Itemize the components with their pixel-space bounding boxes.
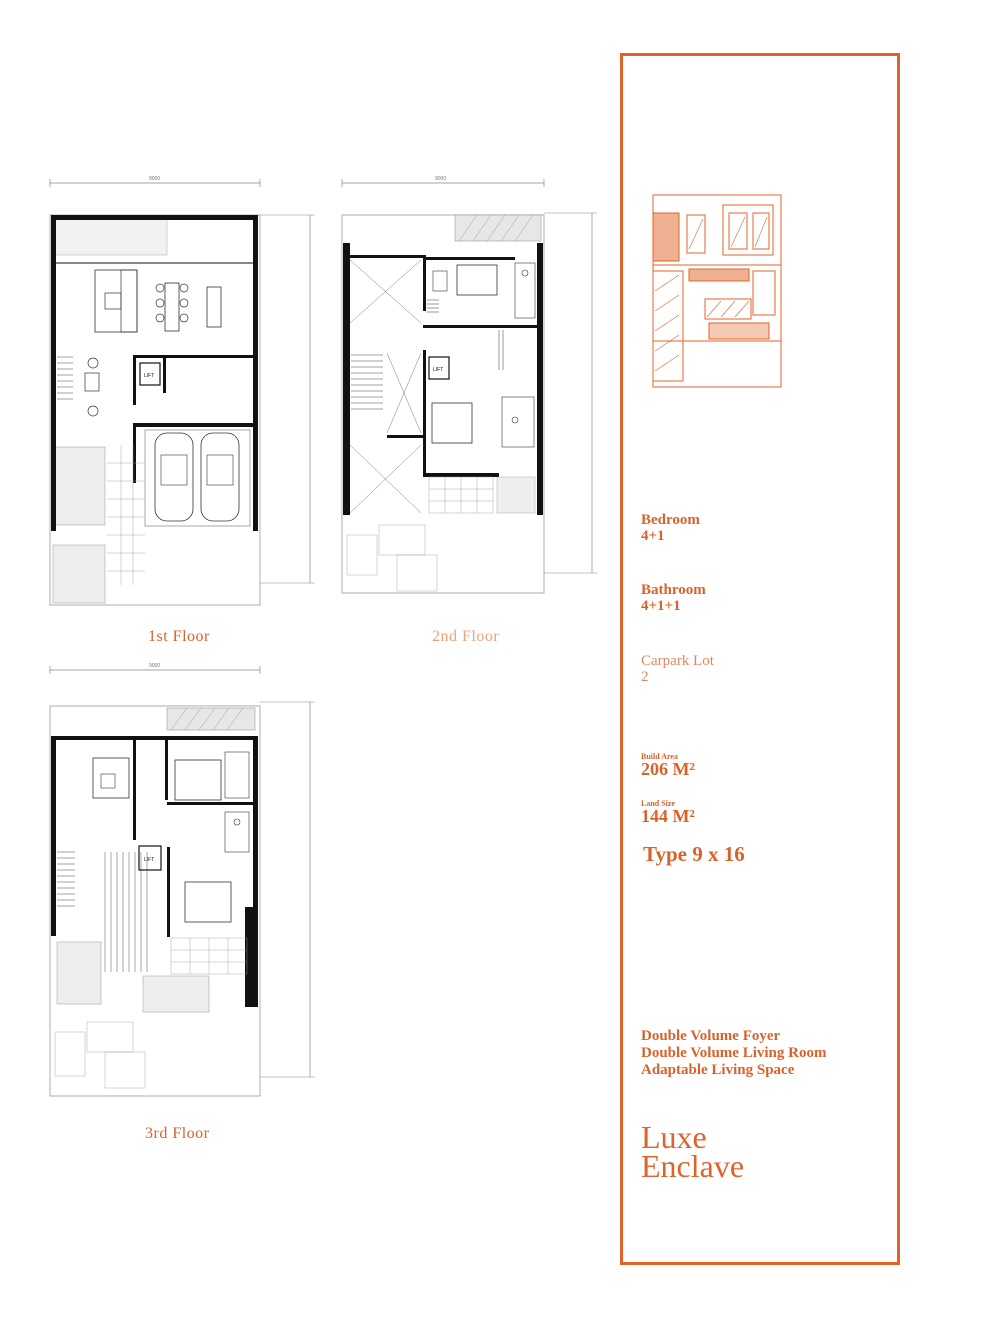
brand-line-2: Enclave bbox=[641, 1148, 745, 1184]
brand-line-1: Luxe bbox=[641, 1119, 707, 1155]
info-panel bbox=[620, 53, 900, 1265]
floor-label-1st: 1st Floor bbox=[148, 628, 210, 645]
floor-plan-2nd bbox=[337, 175, 607, 600]
lift-label: LIFT bbox=[144, 373, 155, 379]
lift-label: LIFT bbox=[433, 367, 444, 373]
land-size-value: 144 M² bbox=[641, 806, 695, 826]
feature-list bbox=[641, 1028, 826, 1079]
build-area-value: 206 M² bbox=[641, 759, 695, 779]
lift-label: LIFT bbox=[144, 857, 155, 863]
bathroom-value: 4+1+1 bbox=[641, 598, 681, 614]
brand-logo-text bbox=[641, 1119, 745, 1184]
dimension-top: 9000 bbox=[435, 176, 447, 182]
floor-plan-1st bbox=[45, 175, 325, 615]
floor-plan-3rd bbox=[45, 662, 325, 1102]
feature-item: Double Volume Foyer bbox=[641, 1028, 781, 1044]
bathroom-spec bbox=[641, 582, 706, 614]
bedroom-value: 4+1 bbox=[641, 528, 665, 544]
feature-item: Adaptable Living Space bbox=[641, 1062, 795, 1078]
feature-item: Double Volume Living Room bbox=[641, 1045, 827, 1061]
dimension-top: 9000 bbox=[149, 663, 161, 669]
bedroom-label: Bedroom bbox=[641, 512, 700, 528]
build-area-label: Build Area bbox=[641, 752, 678, 761]
bedroom-spec bbox=[641, 512, 700, 544]
bathroom-label: Bathroom bbox=[641, 582, 706, 598]
carpark-value: 2 bbox=[641, 669, 649, 685]
floor-label-3rd: 3rd Floor bbox=[145, 1125, 210, 1142]
floor-label-2nd: 2nd Floor bbox=[432, 628, 500, 645]
land-size-label: Land Size bbox=[641, 799, 676, 808]
house-type: Type 9 x 16 bbox=[643, 842, 745, 866]
carpark-label: Carpark Lot bbox=[641, 653, 714, 669]
dimension-top: 9000 bbox=[149, 176, 161, 182]
carpark-spec bbox=[641, 653, 714, 685]
facade-elevation-image bbox=[649, 191, 789, 396]
